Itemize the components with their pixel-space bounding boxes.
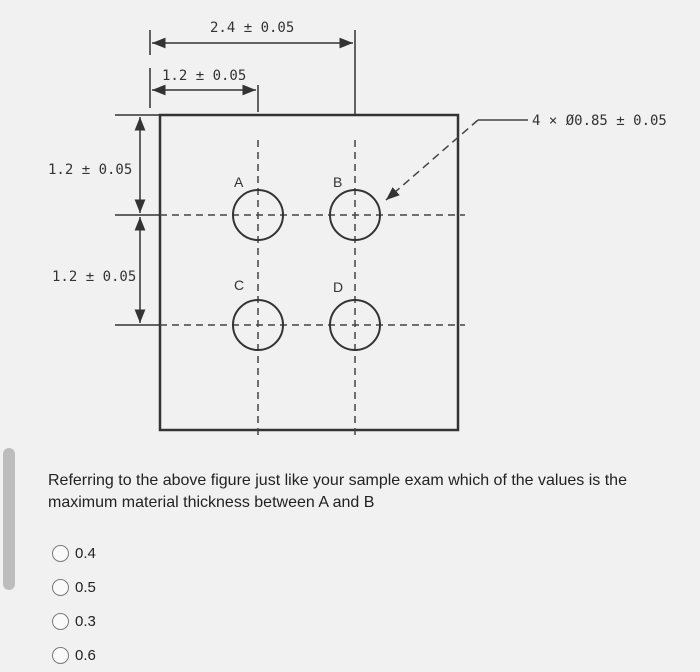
dimension-left-top-label: 1.2 ± 0.05 xyxy=(48,162,133,178)
option-0-4[interactable] xyxy=(52,536,96,570)
hole-label-d: D xyxy=(333,279,344,295)
dimension-top-label: 2.4 ± 0.05 xyxy=(210,20,295,36)
hole-label-c: C xyxy=(234,277,245,293)
scrollbar[interactable] xyxy=(3,448,15,590)
option-label: 0.5 xyxy=(75,578,96,596)
dimension-left-bottom-label: 1.2 ± 0.05 xyxy=(52,269,137,285)
answer-options xyxy=(52,536,96,672)
hole-label-b: B xyxy=(333,174,343,190)
plate-outline xyxy=(160,115,458,430)
question-text: Referring to the above figure just like your sample exam which of the values is the maximum material thickness between A and B xyxy=(48,472,627,511)
option-0-5[interactable] xyxy=(52,570,96,604)
radio-button[interactable] xyxy=(52,613,69,630)
option-0-3[interactable] xyxy=(52,604,96,638)
dimension-sub-label: 1.2 ± 0.05 xyxy=(162,68,247,84)
radio-button[interactable] xyxy=(52,647,69,664)
radio-button[interactable] xyxy=(52,579,69,596)
option-label: 0.3 xyxy=(75,612,96,630)
hole-callout-label: 4 × Ø0.85 ± 0.05 xyxy=(532,113,667,129)
radio-button[interactable] xyxy=(52,545,69,562)
option-label: 0.4 xyxy=(75,544,96,562)
hole-label-a: A xyxy=(234,174,244,190)
option-label: 0.6 xyxy=(75,646,96,664)
center-lines xyxy=(160,140,465,440)
holes xyxy=(233,190,380,350)
option-0-6[interactable] xyxy=(52,638,96,672)
dimension-lines xyxy=(140,43,353,323)
